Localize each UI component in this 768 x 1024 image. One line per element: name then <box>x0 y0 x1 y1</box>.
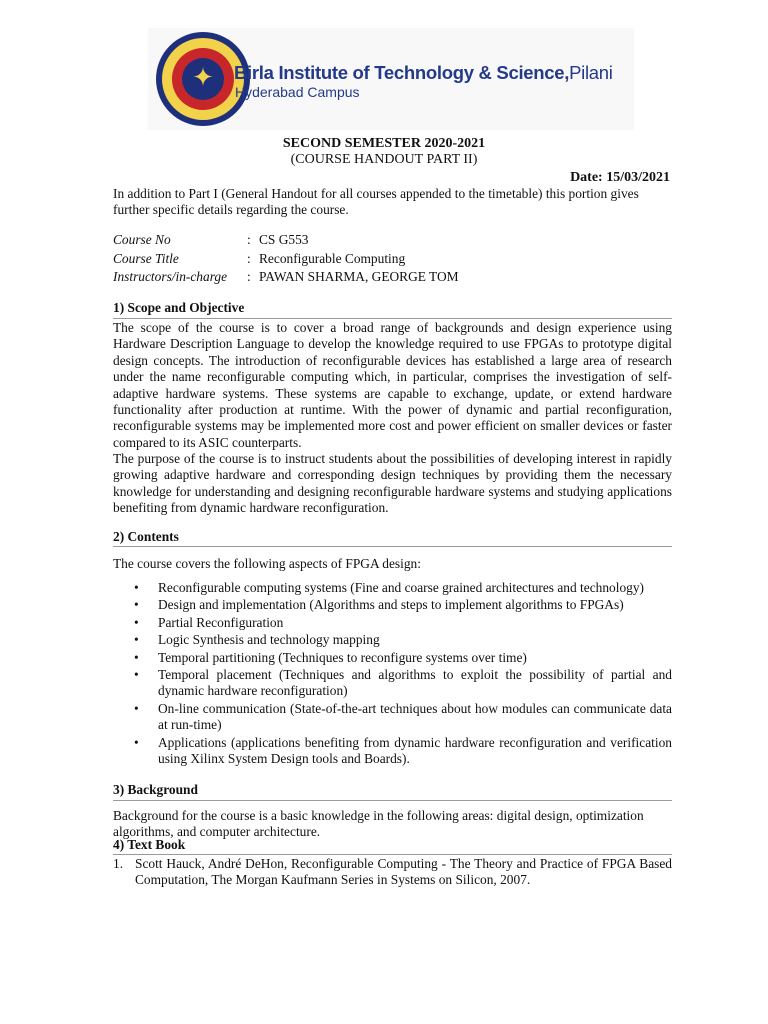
bullet-icon: • <box>134 597 139 613</box>
list-item-text: Logic Synthesis and technology mapping <box>158 632 380 648</box>
course-info-row <box>113 231 613 250</box>
bullet-icon: • <box>134 667 139 683</box>
course-title-value: Reconfigurable Computing <box>259 250 406 266</box>
handout-date: Date: 15/03/2021 <box>570 170 670 185</box>
list-item <box>113 597 672 613</box>
institute-name-main: Birla Institute of Technology & Science, <box>234 62 570 83</box>
section-divider <box>113 318 672 319</box>
list-item-text: Reconfigurable computing systems (Fine and coarse grained architectures and technology) <box>158 580 644 595</box>
institute-header <box>148 28 634 130</box>
background-heading: 3) Background <box>113 782 198 797</box>
contents-heading: 2) Contents <box>113 529 179 544</box>
contents-list <box>113 580 672 768</box>
section-divider <box>113 546 672 547</box>
bullet-icon: • <box>134 700 139 716</box>
textbook-number: 1. <box>113 856 124 871</box>
separator: : <box>247 250 251 266</box>
contents-intro: The course covers the following aspects of FPGA design: <box>113 556 421 571</box>
separator: : <box>247 269 251 284</box>
bullet-icon: • <box>134 649 139 665</box>
list-item-text: Partial Reconfiguration <box>158 614 284 630</box>
course-info-row <box>113 268 613 287</box>
list-item-text: On-line communication (State-of-the-art techniques about how modules can communicate data at run-time) <box>158 700 672 733</box>
list-item <box>113 580 672 596</box>
bullet-icon: • <box>134 580 139 595</box>
list-item-text: Design and implementation (Algorithms and steps to implement algorithms to FPGAs) <box>158 597 624 613</box>
course-info <box>113 231 613 287</box>
list-item <box>113 650 672 666</box>
purpose-paragraph: The purpose of the course is to instruct students about the possibilities of developing interest in rapidly growing adaptive hardware and corresponding design techniques by providing them the necessary knowledge for understanding and designing reconfigurable hardware systems and studying applications benefiting from dynamic hardware reconfiguration. <box>113 451 672 516</box>
list-item-text: Applications (applications benefiting from dynamic hardware reconfiguration and verification using Xilinx System Design tools and Boards). <box>158 734 672 767</box>
course-no-label: Course No <box>113 232 171 247</box>
course-title-label: Course Title <box>113 250 179 266</box>
institute-name <box>234 62 613 84</box>
section-divider <box>113 800 672 801</box>
list-item <box>113 667 672 700</box>
list-item-text: Temporal partitioning (Techniques to reconfigure systems over time) <box>158 649 527 665</box>
bullet-icon: • <box>134 632 139 648</box>
handout-subtitle: (COURSE HANDOUT PART II) <box>290 152 478 167</box>
scope-paragraph: The scope of the course is to cover a broad range of backgrounds and design experience using Hardware Description Language to develop the knowledge required to use FPGAs to prototype digital design concepts. The introduction of reconfigurable devices has established a large area of research under the name reconfigurable computing which, in particular, comprises the investigation of self-adaptive hardware systems. These systems are capable to exchange, update, or extend hardware functionality after production at runtime. With the power of dynamic and partial reconfiguration, reconfigurable systems may be implemented more cost and power efficient on smaller devices or faster compared to its ASIC counterparts. <box>113 320 672 450</box>
list-item-text: Temporal placement (Techniques and algorithms to exploit the possibility of partial and dynamic hardware reconfiguration) <box>158 667 672 699</box>
bullet-icon: • <box>134 614 139 630</box>
scope-heading: 1) Scope and Objective <box>113 300 245 315</box>
list-item <box>113 701 672 734</box>
background-paragraph: Background for the course is a basic knowledge in the following areas: digital design, optimization algorithms, and computer architecture. <box>113 808 644 840</box>
course-no-value: CS G553 <box>259 232 309 247</box>
campus-name: Hyderabad Campus <box>235 84 360 100</box>
section-divider <box>113 854 672 855</box>
separator: : <box>247 232 251 247</box>
institute-location: Pilani <box>569 62 613 83</box>
instructors-label: Instructors/in-charge <box>113 269 228 284</box>
list-item <box>113 632 672 648</box>
instructors-value: PAWAN SHARMA, GEORGE TOM <box>259 269 459 284</box>
textbook-heading: 4) Text Book <box>113 837 186 852</box>
bullet-icon: • <box>134 734 139 750</box>
list-item <box>113 735 672 768</box>
list-item <box>113 615 672 631</box>
textbook-item <box>113 856 672 889</box>
textbook-citation: Scott Hauck, André DeHon, Reconfigurable Computing - The Theory and Practice of FPGA Based Computation, The Morgan Kaufmann Series in Systems on Silicon, 2007. <box>135 856 672 888</box>
intro-paragraph: In addition to Part I (General Handout for all courses appended to the timetable) this portion gives further specific details regarding the course. <box>113 186 639 218</box>
course-info-row <box>113 250 613 269</box>
semester-title: SECOND SEMESTER 2020-2021 <box>282 136 486 151</box>
lamp-icon: ✦ <box>192 63 214 93</box>
